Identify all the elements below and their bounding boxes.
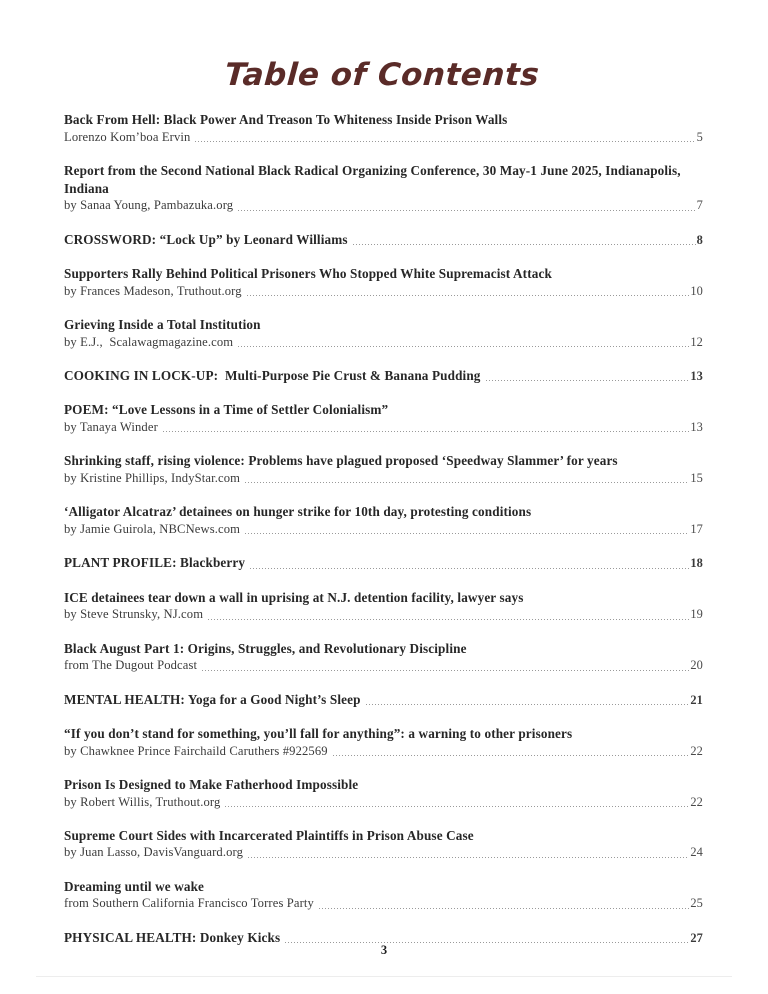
toc-entry-title-text: MENTAL HEALTH: Yoga for a Good Night’s Sleep xyxy=(64,691,361,707)
dot-leader xyxy=(352,244,696,245)
toc-entry-page-number: 19 xyxy=(690,607,703,622)
dot-leader xyxy=(244,482,689,483)
toc-entry-page-number: 20 xyxy=(690,658,703,673)
toc-entry-byline-text: by Robert Willis, Truthout.org xyxy=(64,794,221,809)
page-bottom-rule xyxy=(36,976,732,977)
toc-entry-title xyxy=(64,554,703,572)
toc-entry-page-number: 27 xyxy=(690,930,703,945)
toc-entry-byline xyxy=(64,657,703,673)
toc-entry-title: Prison Is Designed to Make Fatherhood Impossible xyxy=(64,776,359,792)
toc-entry-page-number: 22 xyxy=(690,794,703,809)
toc-entry-byline-text: by Jamie Guirola, NBCNews.com xyxy=(64,521,241,536)
toc-entry-title: POEM: “Love Lessons in a Time of Settler Colonialism” xyxy=(64,402,389,418)
toc-entry[interactable] xyxy=(64,554,703,572)
toc-entry-title-text: PHYSICAL HEALTH: Donkey Kicks xyxy=(64,929,281,945)
dot-leader xyxy=(249,568,689,569)
toc-entry-page-number: 5 xyxy=(696,129,703,144)
toc-entry-byline xyxy=(64,197,703,213)
dot-leader xyxy=(207,619,689,620)
toc-entry-page-number: 15 xyxy=(690,470,703,485)
toc-entry-byline xyxy=(64,895,703,911)
toc-entry-byline-text: by Tanaya Winder xyxy=(64,420,158,434)
toc-entry-byline-text: from The Dugout Podcast xyxy=(64,658,198,673)
toc-entry-page-number: 17 xyxy=(690,521,703,536)
toc-entry-byline xyxy=(64,419,703,435)
toc-entry-byline-text: from Southern California Francisco Torres Party xyxy=(64,896,314,911)
toc-entry-title xyxy=(64,691,703,709)
toc-entry[interactable] xyxy=(64,725,703,759)
dot-leader xyxy=(485,380,690,381)
toc-entry-page-number: 12 xyxy=(690,334,703,349)
toc-entry-page-number: 7 xyxy=(696,198,703,213)
dot-leader xyxy=(237,346,689,347)
dot-leader xyxy=(332,755,690,756)
toc-entry-title xyxy=(64,367,703,385)
toc-entry-byline-text: by E.J., Scalawagmagazine.com xyxy=(64,334,234,349)
toc-entry-byline xyxy=(64,334,703,350)
toc-entry-title: Back From Hell: Black Power And Treason To Whiteness Inside Prison Walls xyxy=(64,112,508,128)
toc-entry-byline-text: by Juan Lasso, DavisVanguard.org xyxy=(64,845,244,860)
toc-entry-byline-text: by Frances Madeson, Truthout.org xyxy=(64,283,242,298)
dot-leader xyxy=(224,806,689,807)
toc-entry-title: Report from the Second National Black Radical Organizing Conference, 30 May-1 June 2025, Indianapolis, Indiana xyxy=(64,163,685,196)
page-title: Table of Contents xyxy=(223,57,541,93)
toc-entry-byline xyxy=(64,521,703,537)
toc-entry-title: ‘Alligator Alcatraz’ detainees on hunger strike for 10th day, protesting conditions xyxy=(64,504,532,520)
dot-leader xyxy=(365,704,690,705)
toc-entry[interactable] xyxy=(64,231,703,249)
toc-entry-page-number: 25 xyxy=(690,896,703,911)
dot-leader xyxy=(237,210,695,211)
dot-leader xyxy=(201,670,689,671)
toc-entry-title: Supporters Rally Behind Political Prisoners Who Stopped White Supremacist Attack xyxy=(64,266,552,282)
toc-entry[interactable] xyxy=(64,111,703,145)
toc-entry[interactable] xyxy=(64,640,703,674)
toc-entry-title-text: PLANT PROFILE: Blackberry xyxy=(64,555,246,571)
toc-entry-page-number: 18 xyxy=(690,556,703,571)
toc-entry-title: Supreme Court Sides with Incarcerated Plaintiffs in Prison Abuse Case xyxy=(64,827,474,843)
dot-leader xyxy=(162,431,689,432)
toc-entry-title: ICE detainees tear down a wall in uprising at N.J. detention facility, lawyer says xyxy=(64,589,524,605)
toc-entry-byline xyxy=(64,470,703,486)
toc-entry[interactable] xyxy=(64,367,703,385)
toc-entry-title: Grieving Inside a Total Institution xyxy=(64,317,261,332)
dot-leader xyxy=(244,533,689,534)
toc-entry[interactable] xyxy=(64,827,703,861)
toc-entry[interactable] xyxy=(64,401,703,435)
toc-entry[interactable] xyxy=(64,503,703,537)
toc-entry-page-number: 24 xyxy=(690,845,703,860)
toc-entry-byline xyxy=(64,743,703,759)
toc-entry-title: Dreaming until we wake xyxy=(64,878,205,894)
toc-entry-page-number: 13 xyxy=(690,368,703,383)
toc-entry-title-text: COOKING IN LOCK-UP: Multi-Purpose Pie Crust & Banana Pudding xyxy=(64,367,481,383)
toc-entry-byline-text: by Steve Strunsky, NJ.com xyxy=(64,607,204,622)
toc-entry[interactable] xyxy=(64,265,703,299)
toc-entry-page-number: 10 xyxy=(690,283,703,298)
dot-leader xyxy=(194,141,695,142)
toc-entry-byline xyxy=(64,129,703,145)
toc-entry[interactable] xyxy=(64,776,703,810)
page-number-footer: 3 xyxy=(380,943,388,957)
dot-leader xyxy=(247,857,689,858)
toc-entry[interactable] xyxy=(64,589,703,623)
toc-entry-page-number: 13 xyxy=(690,420,703,434)
toc-entry[interactable] xyxy=(64,452,703,486)
toc-entry-byline xyxy=(64,844,703,860)
toc-entry-page-number: 21 xyxy=(690,692,703,707)
toc-entry-title xyxy=(64,231,703,249)
toc-entry-page-number: 22 xyxy=(690,743,703,758)
toc-entry-title: Black August Part 1: Origins, Struggles, and Revolutionary Discipline xyxy=(64,640,467,656)
toc-entry-page-number: 8 xyxy=(696,232,703,247)
toc-entry[interactable] xyxy=(64,691,703,709)
toc-entry-title-text: CROSSWORD: “Lock Up” by Leonard Williams xyxy=(64,231,348,247)
dot-leader xyxy=(318,908,689,909)
toc-entry-byline xyxy=(64,283,703,299)
dot-leader xyxy=(246,295,690,296)
toc-entry[interactable] xyxy=(64,316,703,350)
toc-entry-byline xyxy=(64,794,703,810)
toc-entry-list xyxy=(0,94,768,946)
toc-entry-byline-text: Lorenzo Kom’boa Ervin xyxy=(64,129,191,144)
toc-entry-title: “If you don’t stand for something, you’ll fall for anything”: a warning to other prisoners xyxy=(64,726,573,742)
toc-entry-byline xyxy=(64,606,703,622)
toc-entry-byline-text: by Kristine Phillips, IndyStar.com xyxy=(64,470,241,485)
toc-entry[interactable] xyxy=(64,162,703,213)
toc-entry-byline-text: by Chawknee Prince Fairchaild Caruthers #922569 xyxy=(64,743,328,758)
toc-entry[interactable] xyxy=(64,878,703,912)
toc-entry-title: Shrinking staff, rising violence: Problems have plagued proposed ‘Speedway Slammer’ for years xyxy=(64,453,618,469)
toc-entry-byline-text: by Sanaa Young, Pambazuka.org xyxy=(64,198,234,213)
